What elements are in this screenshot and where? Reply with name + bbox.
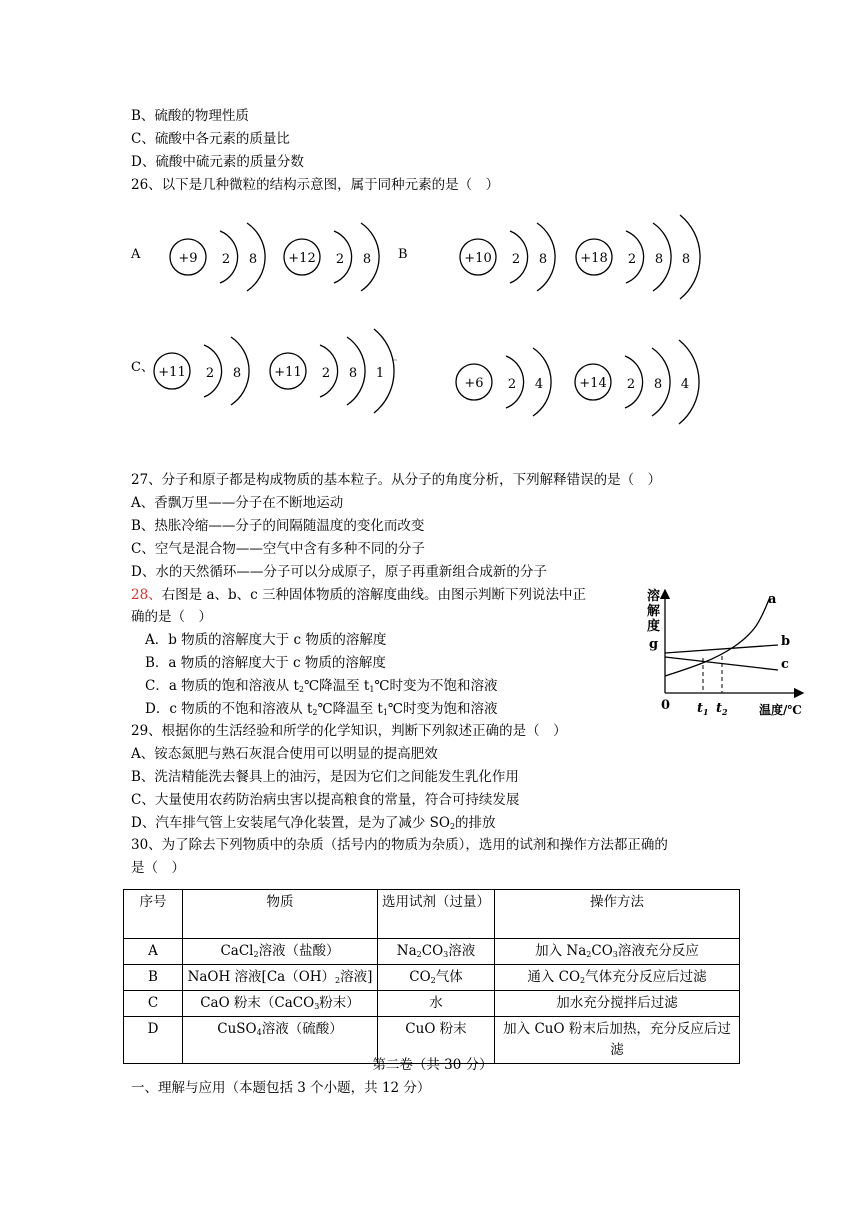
shell-electron-count: 1	[375, 366, 385, 381]
shell-electron-count: 8	[538, 252, 548, 267]
shell-electron-count: 8	[681, 252, 691, 267]
header-method: 操作方法	[495, 890, 740, 939]
shell-electron-count: 2	[221, 252, 231, 267]
table-row: B NaOH 溶液[$Ca(OH)_2$溶液] $CO_2$气体 通入 $CO_2$气体充分反应后过滤	[124, 965, 740, 991]
q26-stem: 26、以下是几种微粒的结构示意图，属于同种元素的是（ ）	[131, 177, 500, 193]
atom-diagrams	[0, 195, 865, 450]
label-b: B	[398, 247, 408, 262]
label-a: A	[131, 247, 141, 262]
atom-diagram	[154, 337, 249, 405]
shell-electron-count: 2	[627, 252, 637, 267]
nucleus-charge: +11	[274, 365, 302, 380]
q27-stem: 27、分子和原子都是构成物质的基本粒子。从分子的角度分析，下列解释错误的是（ ）	[131, 472, 662, 488]
table-header-row	[124, 890, 740, 939]
atom-diagram	[460, 223, 555, 291]
nucleus-charge: +14	[579, 376, 607, 391]
atom-diagram	[575, 340, 699, 424]
shell-electron-count: 2	[511, 252, 521, 267]
q27-option-a: A、香飘万里——分子在不断地运动	[131, 495, 344, 511]
label-c: C、	[131, 360, 154, 375]
xtick-t1: $t_1$	[697, 701, 709, 717]
q29-stem: 29、根据你的生活经验和所学的化学知识，判断下列叙述正确的是（ ）	[131, 723, 567, 739]
q27-option-d: D、水的天然循环——分子可以分成原子，原子再重新组合成新的分子	[131, 564, 547, 580]
q28-number: 28、	[131, 587, 162, 603]
shell-electron-count: 2	[205, 366, 215, 381]
section1-title: 一、理解与应用（本题包括 3 个小题，共 12 分）	[131, 1080, 431, 1096]
q28-stem-line2: 确的是（ ）	[131, 609, 212, 625]
shell-electron-count: 8	[362, 252, 372, 267]
atom-diagram	[284, 223, 379, 291]
series-label-b: b	[781, 634, 791, 649]
q30-stem-line2: 是（ ）	[131, 860, 185, 876]
nucleus-charge: +6	[464, 376, 484, 391]
q25-option-c: C、硫酸中各元素的质量比	[131, 131, 290, 147]
shell-electron-count: 8	[653, 377, 663, 392]
q29-option-c: C、大量使用农药防治病虫害以提高粮食的常量，符合可持续发展	[131, 792, 520, 808]
q30-stem-line1: 30、为了除去下列物质中的杂质（括号内的物质为杂质），选用的试剂和操作方法都正确的	[131, 837, 668, 853]
reagent-table	[123, 889, 740, 1064]
ylabel-char-2: 解	[647, 604, 661, 619]
table-row: C CaO 粉末（CaCO$_3$粉末） 水 加水充分搅拌后过滤	[124, 991, 740, 1017]
nucleus-charge: +11	[158, 365, 186, 380]
y-unit: g	[649, 637, 659, 652]
q28-option-c: C．a 物质的饱和溶液从 $t_2℃$降温至 $t_1℃$时变为不饱和溶液	[145, 678, 498, 694]
header-no: 序号	[124, 890, 183, 939]
q28-option-a: A．b 物质的溶解度大于 c 物质的溶解度	[145, 632, 387, 648]
shell-electron-count: 8	[248, 252, 258, 267]
shell-electron-count: 2	[626, 377, 636, 392]
shell-electron-count: 4	[534, 377, 544, 392]
nucleus-charge: +9	[178, 251, 198, 266]
table-row: A CaCl$_2$溶液（盐酸） $Na_2CO_3$溶液 加入 $Na_2CO_3$溶液充分反应	[124, 939, 740, 965]
header-reagent: 选用试剂（过量）	[378, 890, 495, 939]
q25-option-b: B、硫酸的物理性质	[131, 108, 249, 124]
q27-option-c: C、空气是混合物——空气中含有多种不同的分子	[131, 541, 425, 557]
shell-electron-count: 8	[348, 366, 358, 381]
series-label-a: a	[768, 592, 777, 607]
shell-electron-count: 2	[321, 366, 331, 381]
nucleus-charge: +18	[580, 251, 608, 266]
atom-diagram	[270, 329, 394, 413]
part2-title: 第二卷（共 30 分）	[372, 1057, 493, 1073]
origin-label: 0	[661, 698, 671, 713]
shell-electron-count: 2	[507, 377, 517, 392]
nucleus-charge: +12	[288, 251, 316, 266]
q29-option-b: B、洗洁精能洗去餐具上的油污，是因为它们之间能发生乳化作用	[131, 769, 519, 785]
table-row: D CuSO$_4$溶液（硫酸） CuO 粉末 加入 CuO 粉末后加热，充分反应后过滤	[124, 1017, 740, 1064]
q29-option-d: D、汽车排气管上安装尾气净化装置，是为了减少 $SO_2$的排放	[131, 815, 496, 831]
q28-option-b: B．a 物质的溶解度大于 c 物质的溶解度	[145, 655, 386, 671]
series-label-c: c	[781, 657, 789, 672]
q28-option-d: D．c 物质的不饱和溶液从 $t_2℃$降温至 $t_1℃$时变为饱和溶液	[145, 701, 498, 717]
solubility-chart	[640, 578, 815, 723]
atom-diagram	[456, 348, 551, 416]
shell-electron-count: 8	[232, 366, 242, 381]
x-axis-label: 温度/℃	[759, 703, 802, 717]
q25-option-d: D、硫酸中硫元素的质量分数	[131, 154, 304, 170]
shell-electron-count: 8	[654, 252, 664, 267]
q27-option-b: B、热胀冷缩——分子的间隔随温度的变化而改变	[131, 518, 425, 534]
line-b	[665, 645, 778, 653]
ylabel-char-3: 度	[647, 619, 661, 634]
curve-a	[665, 597, 770, 676]
nucleus-charge: +10	[464, 251, 492, 266]
atom-diagram	[170, 223, 265, 291]
ylabel-char-1: 溶	[647, 589, 661, 604]
atom-diagram	[576, 215, 700, 299]
shell-electron-count: 4	[680, 377, 690, 392]
shell-electron-count: 2	[335, 252, 345, 267]
xtick-t2: $t_2$	[716, 701, 728, 717]
q29-option-a: A、铵态氮肥与熟石灰混合使用可以明显的提高肥效	[131, 746, 438, 762]
header-substance: 物质	[183, 890, 378, 939]
q28-stem-line1: 28、右图是 a、b、c 三种固体物质的溶解度曲线。由图示判断下列说法中正	[131, 587, 587, 603]
